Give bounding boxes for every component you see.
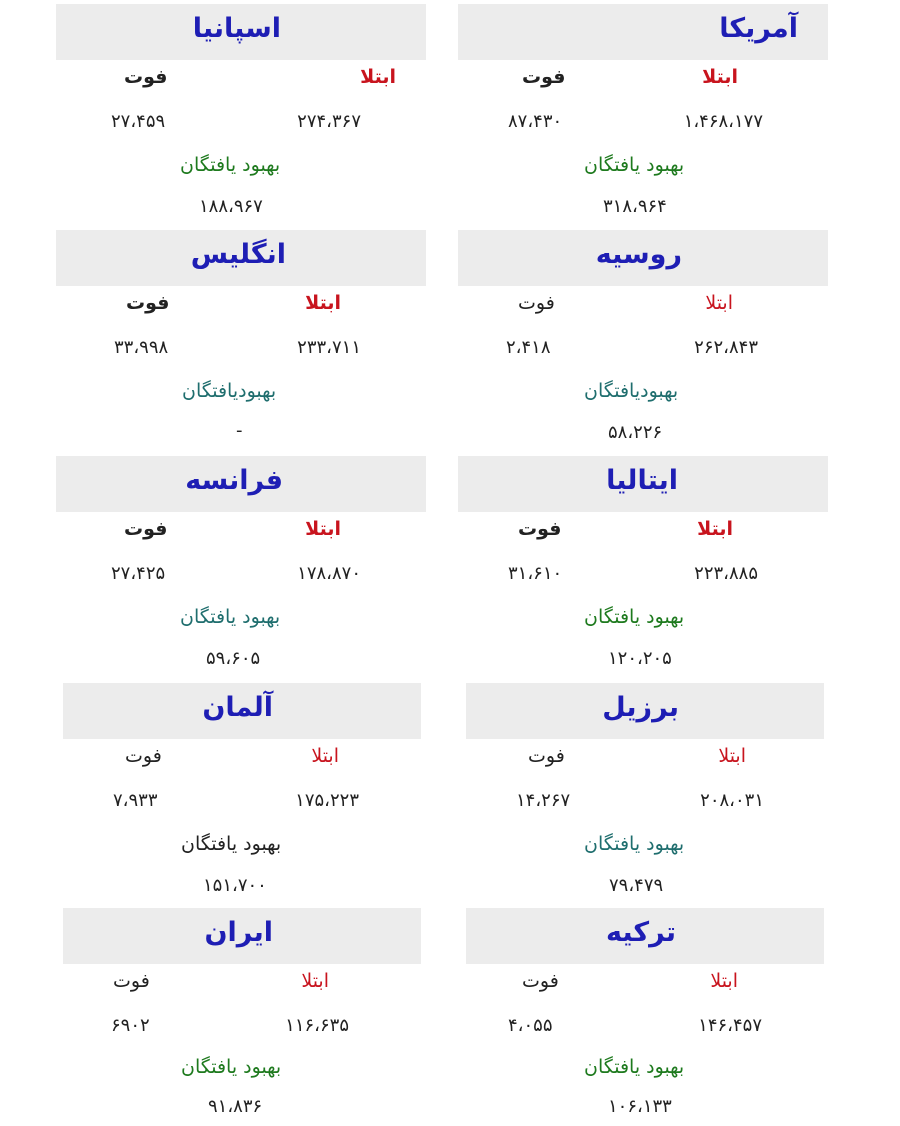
recovered-value: ۱۵۱،۷۰۰ [203, 875, 267, 896]
country-card-brazil [466, 683, 824, 909]
country-name: انگلیس [190, 239, 286, 270]
recovered-label: بهبودیافتگان [182, 380, 277, 402]
country-name: ایتالیا [606, 465, 678, 496]
infected-label: ابتلا [305, 292, 341, 314]
recovered-value: ۷۹،۴۷۹ [609, 875, 664, 896]
recovered-label: بهبود یافتگان [180, 606, 281, 628]
infected-label: ابتلا [305, 518, 341, 540]
country-card-germany [63, 683, 421, 909]
recovered-label: بهبود یافتگان [584, 833, 685, 855]
country-card-italy [458, 456, 828, 682]
infected-label: ابتلا [697, 518, 733, 540]
recovered-value: ۵۹،۶۰۵ [206, 648, 261, 669]
infected-label: ابتلا [311, 745, 339, 767]
country-name: ترکیه [605, 917, 676, 948]
deaths-value: ۶۹۰۲ [111, 1015, 150, 1036]
country-card-russia [458, 230, 828, 456]
recovered-value: - [236, 420, 244, 441]
deaths-label: فوت [113, 970, 150, 992]
infected-value: ۲۷۴،۳۶۷ [297, 111, 361, 132]
infected-value: ۲۰۸،۰۳۱ [700, 790, 764, 811]
infected-label: ابتلا [360, 66, 396, 88]
infected-value: ۱۴۶،۴۵۷ [698, 1015, 762, 1036]
infected-label: ابتلا [301, 970, 329, 992]
deaths-value: ۱۴،۲۶۷ [516, 790, 571, 811]
recovered-value: ۱۰۶،۱۳۳ [608, 1096, 672, 1117]
recovered-label: بهبود یافتگان [181, 833, 282, 855]
deaths-value: ۷،۹۳۳ [113, 790, 158, 811]
deaths-value: ۴،۰۵۵ [508, 1015, 553, 1036]
country-name: روسیه [595, 239, 682, 270]
deaths-label: فوت [518, 518, 562, 540]
infected-label: ابتلا [705, 292, 733, 314]
recovered-label: بهبود یافتگان [584, 1056, 685, 1078]
country-card-turkey [466, 908, 824, 1126]
recovered-value: ۹۱،۸۳۶ [208, 1096, 263, 1117]
country-card-france [56, 456, 426, 682]
deaths-label: فوت [522, 970, 559, 992]
country-name: اسپانیا [192, 13, 281, 44]
infected-value: ۱۷۵،۲۲۳ [295, 790, 359, 811]
infected-value: ۱،۴۶۸،۱۷۷ [683, 111, 763, 132]
country-name: آلمان [202, 692, 273, 723]
recovered-value: ۳۱۸،۹۶۴ [603, 196, 667, 217]
country-name: ایران [204, 917, 273, 948]
deaths-value: ۲۷،۴۵۹ [111, 111, 166, 132]
infected-value: ۲۶۲،۸۴۳ [694, 337, 758, 358]
deaths-label: فوت [126, 292, 170, 314]
recovered-value: ۵۸،۲۲۶ [608, 422, 663, 443]
deaths-value: ۲۷،۴۲۵ [111, 563, 166, 584]
deaths-label: فوت [528, 745, 565, 767]
recovered-label: بهبود یافتگان [584, 606, 685, 628]
infected-label: ابتلا [710, 970, 738, 992]
recovered-value: ۱۸۸،۹۶۷ [199, 196, 263, 217]
deaths-value: ۸۷،۴۳۰ [508, 111, 563, 132]
country-card-usa [458, 4, 828, 230]
deaths-label: فوت [125, 745, 162, 767]
deaths-value: ۳۳،۹۹۸ [114, 337, 169, 358]
recovered-label: بهبودیافتگان [584, 380, 679, 402]
country-card-uk [56, 230, 426, 456]
deaths-label: فوت [522, 66, 566, 88]
recovered-value: ۱۲۰،۲۰۵ [608, 648, 672, 669]
infected-value: ۱۱۶،۶۳۵ [285, 1015, 349, 1036]
infected-value: ۲۲۳،۸۸۵ [694, 563, 758, 584]
recovered-label: بهبود یافتگان [180, 154, 281, 176]
deaths-value: ۳۱،۶۱۰ [508, 563, 563, 584]
recovered-label: بهبود یافتگان [181, 1056, 282, 1078]
country-name: برزیل [602, 692, 679, 723]
deaths-value: ۲،۴۱۸ [506, 337, 551, 358]
recovered-label: بهبود یافتگان [584, 154, 685, 176]
country-name: فرانسه [185, 465, 283, 496]
deaths-label: فوت [124, 66, 168, 88]
deaths-label: فوت [518, 292, 555, 314]
infected-value: ۲۳۳،۷۱۱ [297, 337, 361, 358]
infected-value: ۱۷۸،۸۷۰ [297, 563, 361, 584]
country-card-iran [63, 908, 421, 1126]
country-card-spain [56, 4, 426, 230]
deaths-label: فوت [124, 518, 168, 540]
infected-label: ابتلا [718, 745, 746, 767]
infected-label: ابتلا [702, 66, 738, 88]
country-name: آمریکا [719, 13, 798, 44]
